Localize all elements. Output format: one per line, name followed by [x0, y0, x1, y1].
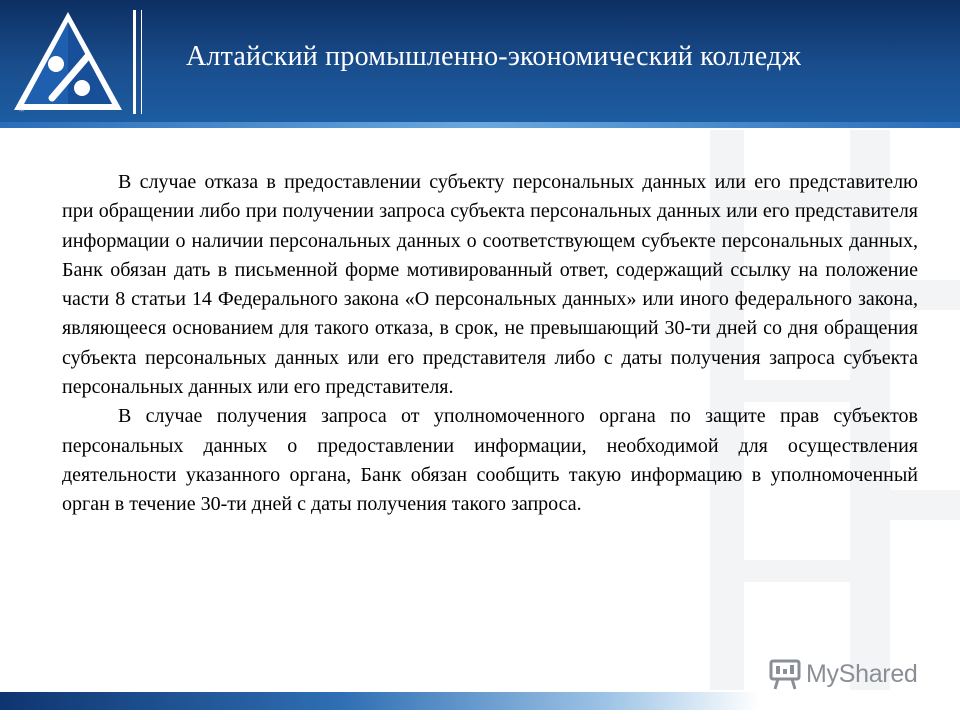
- brand-name: MyShared: [806, 659, 918, 688]
- header-divider-thin: [141, 10, 142, 114]
- header-divider: [133, 10, 136, 114]
- page-title: Алтайский промышленно-экономический колледж: [186, 41, 801, 72]
- paragraph: В случае отказа в предоставлении субъекту персональных данных или его представителю при обращении либо при получении запроса субъекта персональных данных или его представителя информации о наличии персональных данных о соответствующем субъекте персональных данных, Банк обязан дать в письменной форме мотивированный ответ, содержащий ссылку на положение части 8 статьи 14 Федерального закона «О персональных данных» или иного федерального закона, являющееся основанием для такого отказа, в срок, не превышающий 30-ти дней со дня обращения субъекта персональных данных или его представителя либо с даты получения запроса субъекта персональных данных или его представителя.: [62, 171, 918, 399]
- myshared-brand: [768, 654, 928, 694]
- footer-bar: [0, 692, 760, 710]
- college-logo-icon: [12, 10, 124, 114]
- main-text: [62, 168, 918, 520]
- svg-text:™: ™: [18, 109, 24, 114]
- paragraph: В случае получения запроса от уполномоченного органа по защите прав субъектов персональных данных о предоставлении информации, необходимой для осуществления деятельности указанного органа, Банк обязан сообщить такую информацию в уполномоченный орган в течение 30-ти дней с даты получения такого запроса.: [62, 405, 918, 516]
- presentation-board-icon: [768, 657, 802, 691]
- header-banner: [0, 0, 960, 128]
